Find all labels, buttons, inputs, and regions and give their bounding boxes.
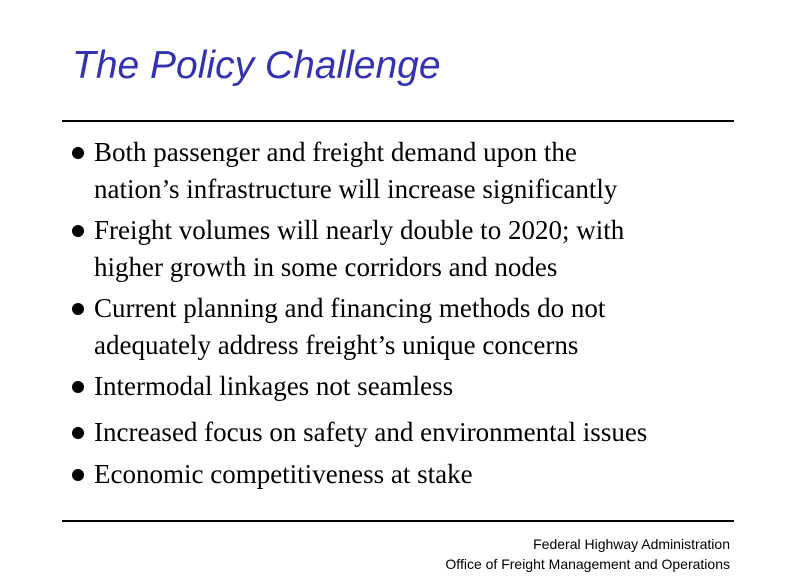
bullet-text-line: Current planning and financing methods do not — [94, 293, 606, 323]
bullet-dot-icon — [72, 225, 84, 237]
bullet-text-line: Increased focus on safety and environmental issues — [94, 417, 648, 447]
bullet-item — [94, 368, 734, 405]
bullet-item — [94, 212, 734, 286]
bullet-dot-icon — [72, 147, 84, 159]
bullet-item — [94, 290, 734, 364]
slide-title: The Policy Challenge — [72, 44, 441, 87]
bullet-text-line: higher growth in some corridors and nodes — [94, 252, 558, 282]
bullet-text-line: Economic competitiveness at stake — [94, 459, 473, 489]
bullet-text-line: Both passenger and freight demand upon the — [94, 137, 577, 167]
bullet-text-line: adequately address freight’s unique concerns — [94, 330, 579, 360]
bullet-text-line: nation’s infrastructure will increase significantly — [94, 174, 618, 204]
bullet-dot-icon — [72, 303, 84, 315]
title-divider — [62, 120, 734, 122]
bullet-text-line: Intermodal linkages not seamless — [94, 371, 454, 401]
bullet-item — [94, 134, 734, 208]
bullet-dot-icon — [72, 381, 84, 393]
bullet-dot-icon — [72, 427, 84, 439]
footer-organization: Federal Highway Administration — [533, 536, 730, 552]
footer-divider — [62, 520, 734, 522]
bullet-dot-icon — [72, 469, 84, 481]
bullet-item — [94, 414, 734, 451]
bullet-text-line: Freight volumes will nearly double to 2020; with — [94, 215, 625, 245]
footer-office: Office of Freight Management and Operations — [445, 556, 730, 572]
bullet-item — [94, 456, 734, 493]
footer — [445, 534, 730, 574]
